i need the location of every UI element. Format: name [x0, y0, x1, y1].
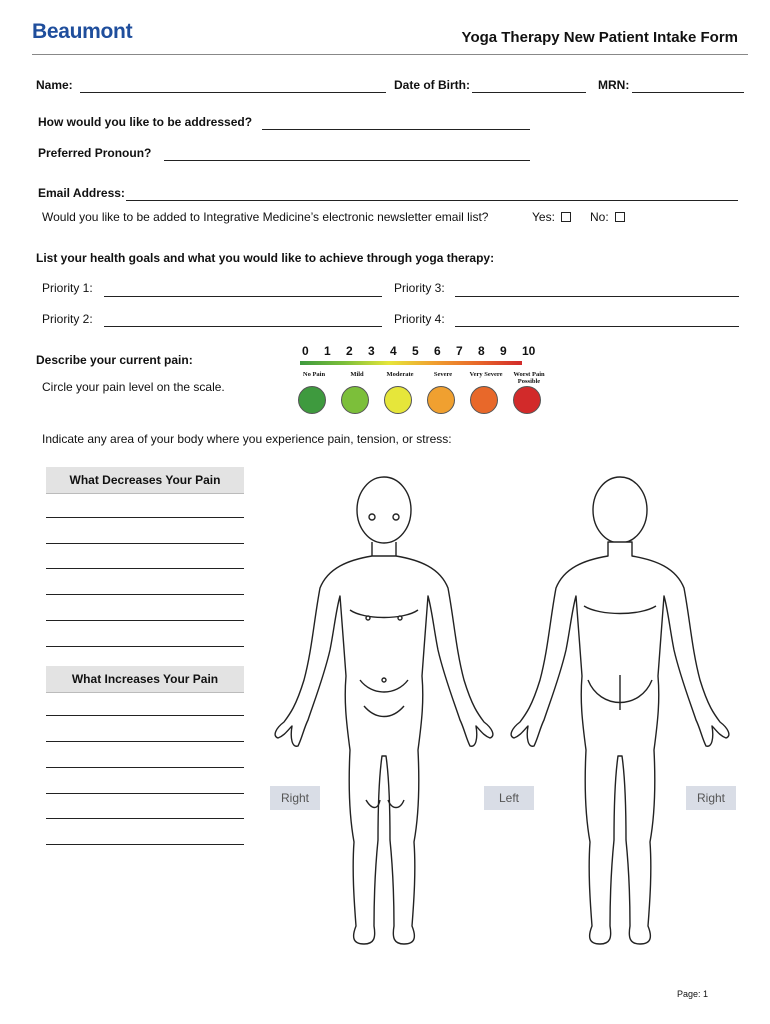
newsletter-no-label: No: — [590, 210, 609, 224]
pain-scale[interactable] — [292, 344, 544, 416]
increases-line[interactable] — [46, 767, 244, 768]
priority-1-label: Priority 1: — [42, 281, 93, 295]
email-field[interactable] — [126, 200, 738, 201]
decreases-line[interactable] — [46, 646, 244, 647]
front-right-label: Right — [270, 786, 320, 810]
pain-scale-number[interactable]: 2 — [346, 344, 353, 358]
pronoun-label: Preferred Pronoun? — [38, 146, 152, 160]
newsletter-yes — [532, 210, 571, 224]
priority-2-label: Priority 2: — [42, 312, 93, 326]
goals-heading: List your health goals and what you would like to achieve through yoga therapy: — [36, 251, 495, 265]
pain-scale-label: Very Severe — [469, 371, 503, 378]
decreases-header: What Decreases Your Pain — [46, 467, 244, 494]
area-instruction: Indicate any area of your body where you experience pain, tension, or stress: — [42, 432, 452, 446]
mrn-field[interactable] — [632, 92, 744, 93]
pain-face-icon[interactable] — [341, 386, 369, 414]
addressed-label: How would you like to be addressed? — [38, 115, 253, 129]
pain-scale-number[interactable]: 5 — [412, 344, 419, 358]
increases-line[interactable] — [46, 741, 244, 742]
pain-face-icon[interactable] — [298, 386, 326, 414]
mrn-label: MRN: — [598, 78, 630, 92]
beaumont-logo: Beaumont — [32, 20, 133, 43]
pain-scale-number[interactable]: 8 — [478, 344, 485, 358]
pain-scale-number[interactable]: 9 — [500, 344, 507, 358]
decreases-line[interactable] — [46, 517, 244, 518]
front-body-figure — [275, 477, 493, 944]
newsletter-no-checkbox[interactable] — [615, 212, 625, 222]
pain-scale-number[interactable]: 1 — [324, 344, 331, 358]
pain-face-icon[interactable] — [384, 386, 412, 414]
pain-scale-label: Mild — [350, 371, 364, 378]
name-field[interactable] — [80, 92, 386, 93]
pain-scale-bar — [300, 361, 522, 365]
pain-scale-number[interactable]: 6 — [434, 344, 441, 358]
priority-4-label: Priority 4: — [394, 312, 445, 326]
pain-scale-number[interactable]: 10 — [522, 344, 536, 358]
pain-scale-number[interactable]: 4 — [390, 344, 397, 358]
pain-scale-number[interactable]: 0 — [302, 344, 309, 358]
center-left-label: Left — [484, 786, 534, 810]
email-label: Email Address: — [38, 186, 125, 200]
dob-field[interactable] — [472, 92, 586, 93]
pain-scale-number[interactable]: 3 — [368, 344, 375, 358]
priority-4-field[interactable] — [455, 326, 739, 327]
page-number: Page: 1 — [676, 989, 708, 999]
pain-scale-label: Moderate — [386, 371, 414, 378]
newsletter-no — [590, 210, 625, 224]
header-divider — [32, 54, 748, 55]
page-title: Yoga Therapy New Patient Intake Form — [461, 29, 738, 46]
newsletter-yes-label: Yes: — [532, 210, 555, 224]
pain-face-icon[interactable] — [427, 386, 455, 414]
newsletter-question: Would you like to be added to Integrative Medicine’s electronic newsletter email list? — [42, 210, 489, 224]
pain-scale-label: Severe — [433, 371, 453, 378]
newsletter-yes-checkbox[interactable] — [561, 212, 571, 222]
back-body-figure — [511, 477, 729, 944]
addressed-field[interactable] — [262, 129, 530, 130]
dob-label: Date of Birth: — [394, 78, 470, 92]
priority-3-field[interactable] — [455, 296, 739, 297]
priority-3-label: Priority 3: — [394, 281, 445, 295]
name-label: Name: — [36, 78, 73, 92]
decreases-line[interactable] — [46, 543, 244, 544]
pain-scale-label: No Pain — [302, 371, 326, 378]
decreases-line[interactable] — [46, 620, 244, 621]
increases-line[interactable] — [46, 793, 244, 794]
pain-scale-number[interactable]: 7 — [456, 344, 463, 358]
pain-scale-label: Worst Pain Possible — [513, 371, 545, 385]
pain-face-icon[interactable] — [470, 386, 498, 414]
pronoun-field[interactable] — [164, 160, 530, 161]
priority-2-field[interactable] — [104, 326, 382, 327]
pain-instruction: Circle your pain level on the scale. — [42, 380, 225, 394]
back-right-label: Right — [686, 786, 736, 810]
increases-header: What Increases Your Pain — [46, 666, 244, 693]
priority-1-field[interactable] — [104, 296, 382, 297]
increases-line[interactable] — [46, 818, 244, 819]
decreases-line[interactable] — [46, 594, 244, 595]
increases-line[interactable] — [46, 715, 244, 716]
body-diagram[interactable] — [268, 470, 738, 955]
increases-line[interactable] — [46, 844, 244, 845]
decreases-line[interactable] — [46, 568, 244, 569]
pain-heading: Describe your current pain: — [36, 353, 193, 367]
pain-face-icon[interactable] — [513, 386, 541, 414]
